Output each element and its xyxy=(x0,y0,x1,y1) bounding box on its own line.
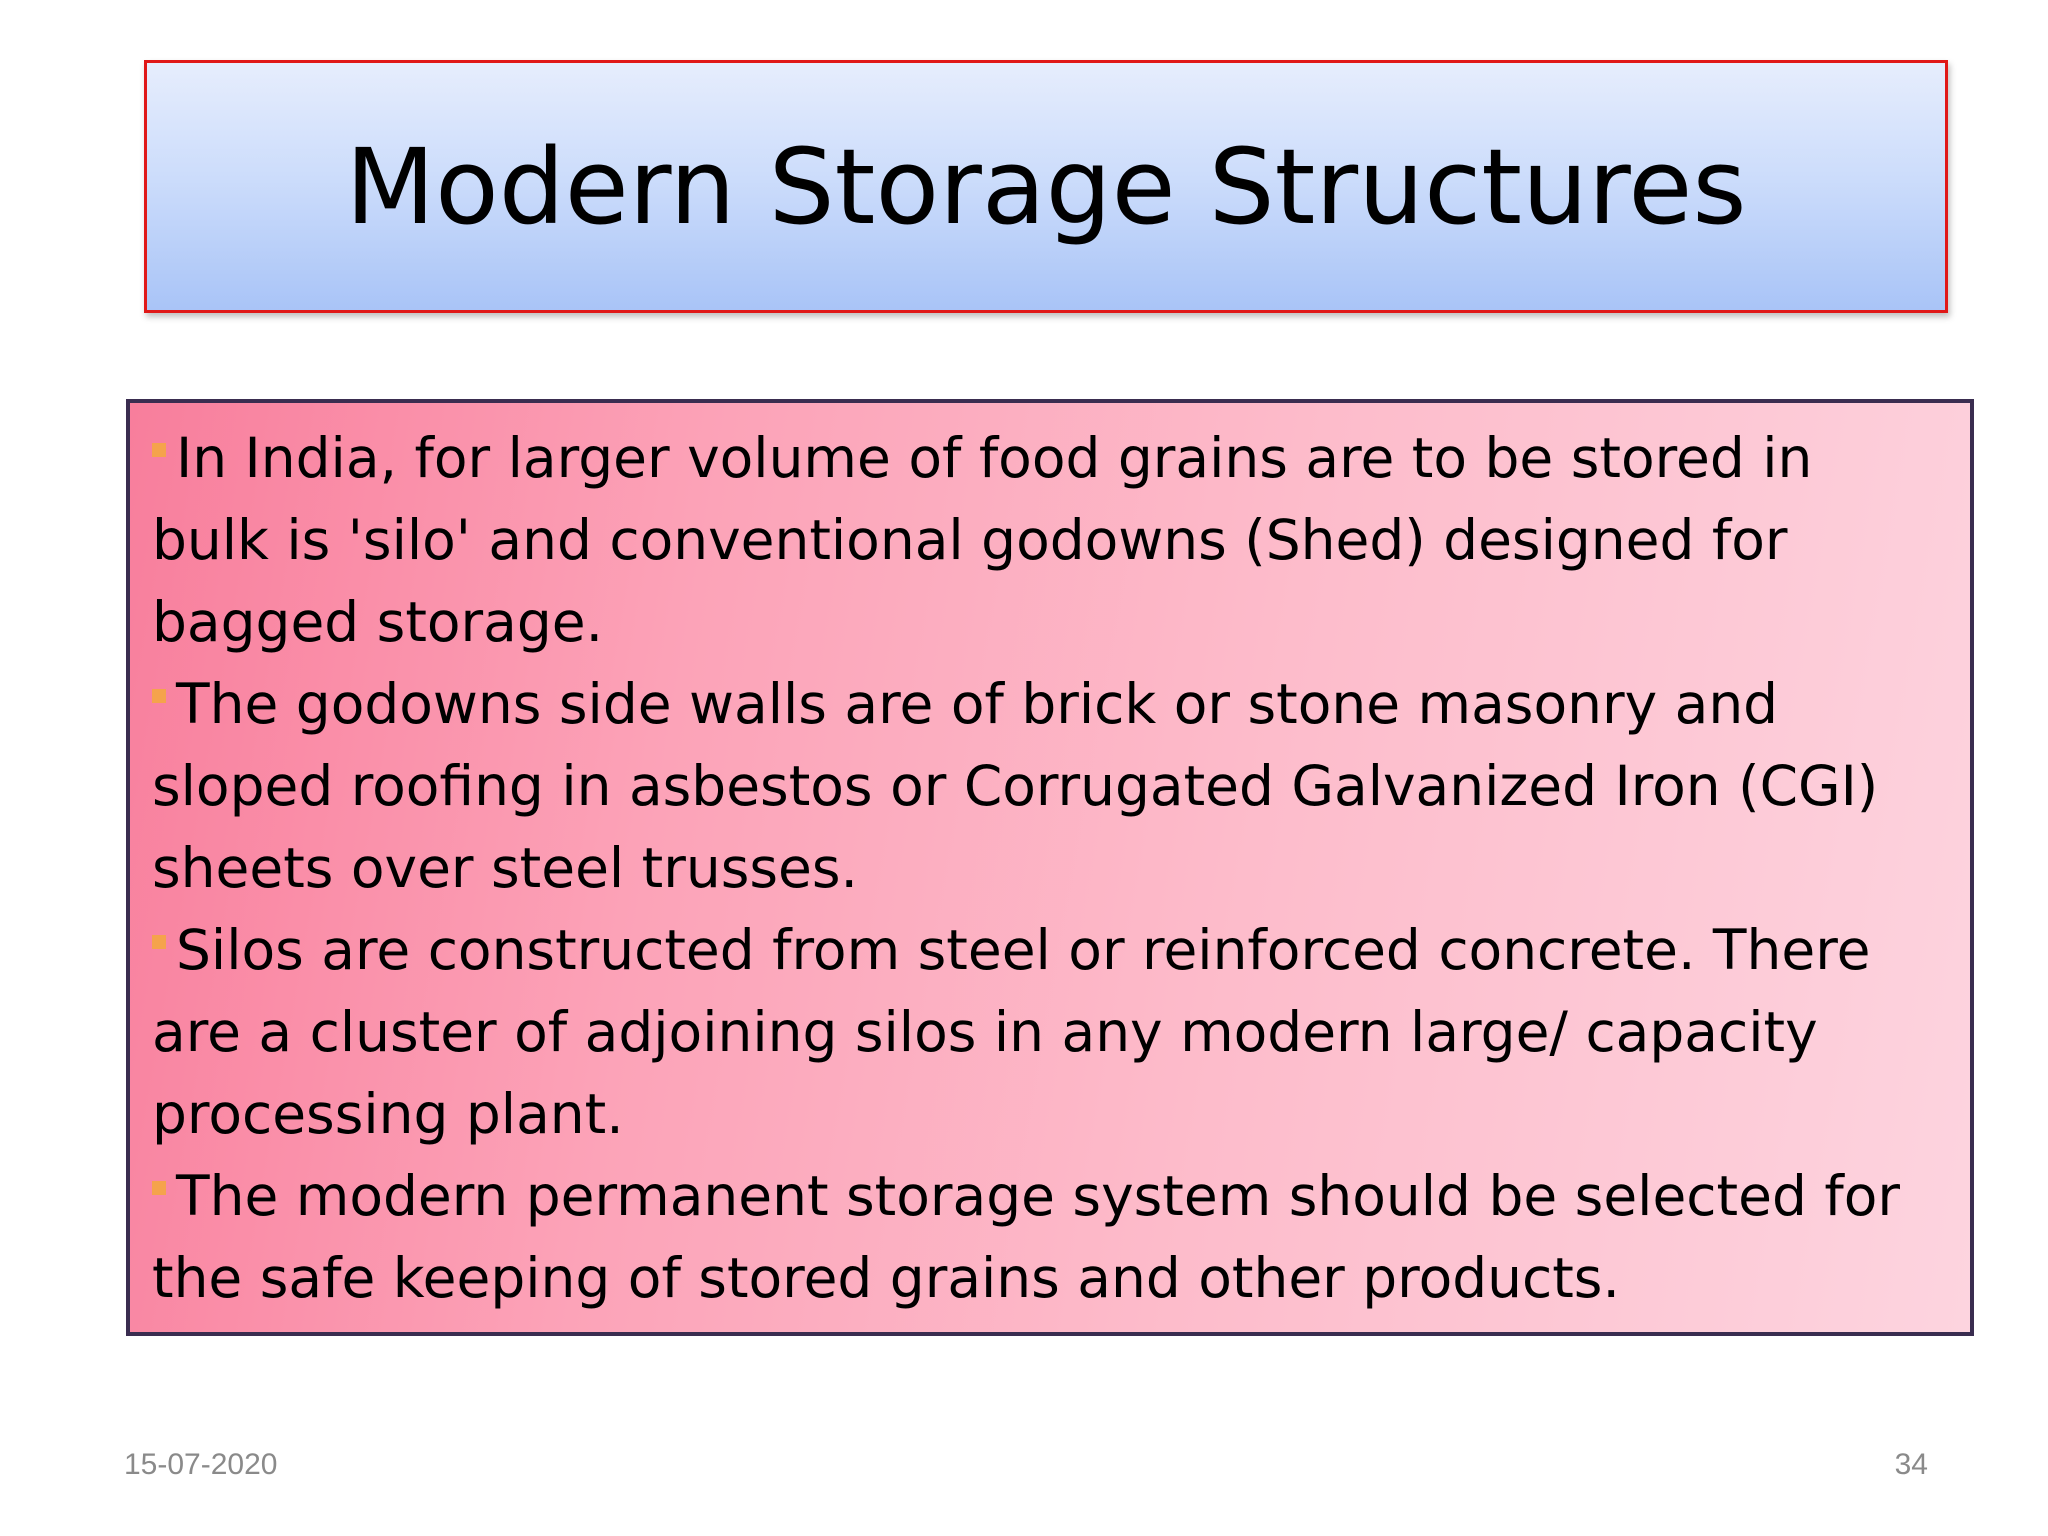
square-bullet-icon xyxy=(152,443,166,457)
square-bullet-icon xyxy=(152,1181,166,1195)
bullet-text: In India, for larger volume of food grains are to be stored in bulk is 'silo' and conventional godowns (Shed) designed for bagged storage. xyxy=(152,426,1813,654)
footer-date: 15-07-2020 xyxy=(124,1448,278,1481)
bullet-text: Silos are constructed from steel or reinforced concrete. There are a cluster of adjoining silos in any modern large/ capacity processing plant. xyxy=(152,918,1871,1146)
title-box xyxy=(144,60,1948,313)
bullet-text: The godowns side walls are of brick or stone masonry and sloped roofing in asbestos or Corrugated Galvanized Iron (CGI) sheets over steel trusses. xyxy=(152,672,1879,900)
footer-page-number: 34 xyxy=(1894,1448,1928,1481)
square-bullet-icon xyxy=(152,689,166,703)
bullet-item xyxy=(152,663,1940,909)
bullet-item xyxy=(152,909,1940,1155)
slide-title: Modern Storage Structures xyxy=(345,125,1747,248)
bullet-list xyxy=(152,417,1940,1319)
square-bullet-icon xyxy=(152,935,166,949)
content-box xyxy=(126,399,1974,1336)
bullet-item xyxy=(152,417,1940,663)
bullet-item xyxy=(152,1155,1940,1319)
bullet-text: The modern permanent storage system should be selected for the safe keeping of stored grains and other products. xyxy=(152,1164,1900,1310)
